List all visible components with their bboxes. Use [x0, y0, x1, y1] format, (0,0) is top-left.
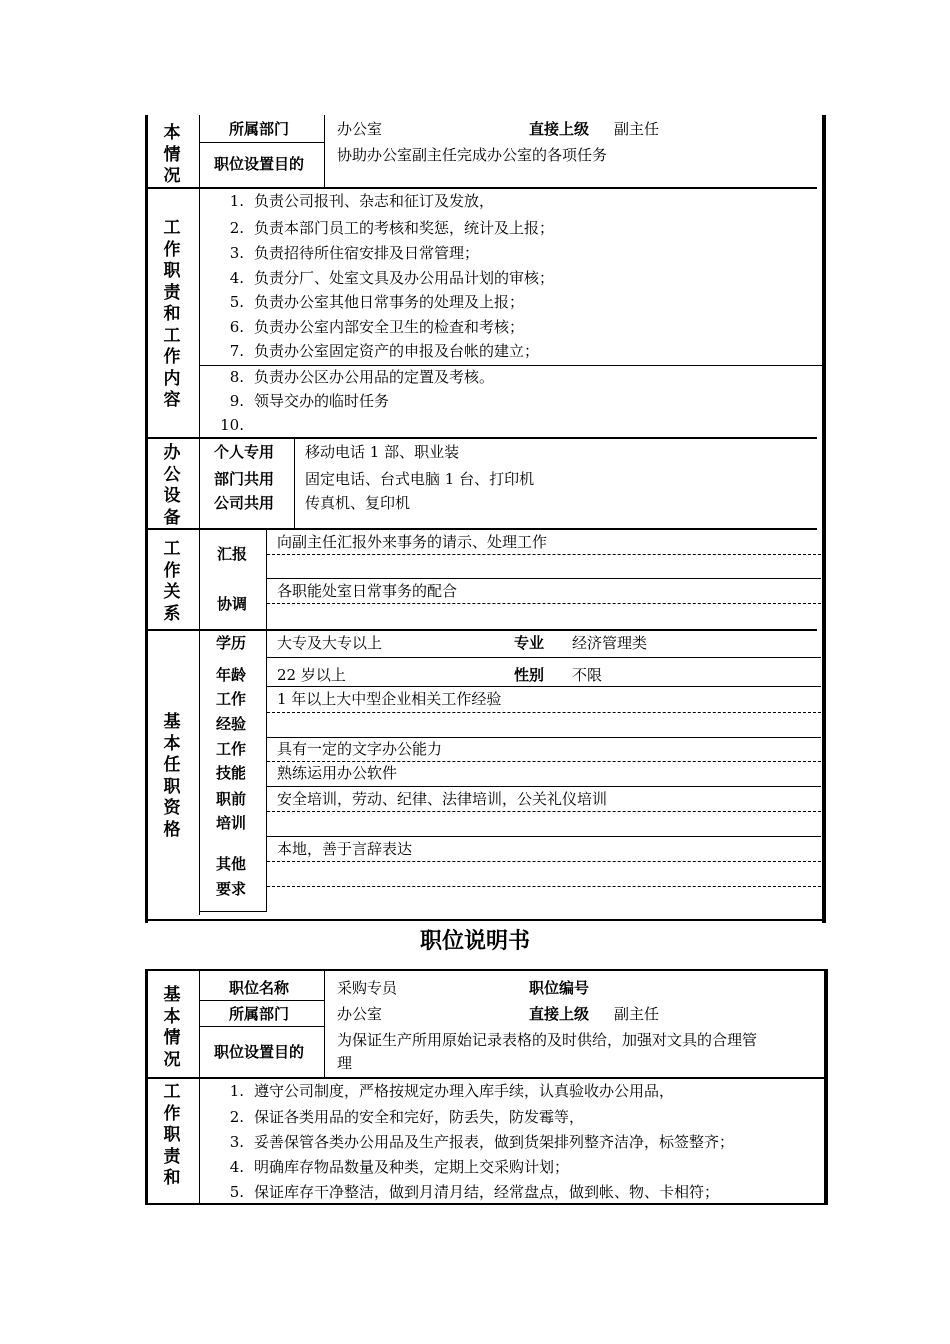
rule [267, 811, 821, 812]
list-text: 负责分厂、处室文具及办公用品计划的审核； [254, 269, 555, 287]
section-label-duties: 工作职责和工作内容 [163, 218, 181, 410]
duty-item [214, 218, 554, 238]
section-label-qualifications: 基本任职资格 [163, 712, 181, 840]
list-text: 负责办公室固定资产的申报及台帐的建立； [254, 342, 540, 360]
rule [200, 911, 267, 912]
equip-label-personal: 个人专用 [214, 443, 275, 461]
equip-value-personal: 移动电话 1 部、职业装 [305, 443, 460, 461]
major-value: 经济管理类 [572, 634, 648, 652]
table-1-left-border [145, 115, 148, 923]
table-1-section-divider [199, 115, 200, 915]
list-number: 5. [229, 293, 244, 311]
t2-purpose-value-1: 为保证生产所用原始记录表格的及时供给，加强对文具的合理管 [337, 1031, 758, 1049]
purpose-value: 协助办公室副主任完成办公室的各项任务 [337, 146, 608, 164]
rule [147, 528, 817, 530]
list-text: 保证库存干净整洁，做到月清月结，经常盘点，做到帐、物、卡相符； [254, 1183, 720, 1201]
t2-superior-label: 直接上级 [529, 1005, 590, 1023]
list-text: 保证各类用品的安全和完好，防丢失，防发霉等， [254, 1108, 585, 1126]
equip-label-dept: 部门共用 [214, 470, 275, 488]
t2-section-label-duties: 工作职责和 [163, 1082, 181, 1188]
rule [147, 629, 817, 631]
skill-value-2: 熟练运用办公软件 [277, 764, 398, 782]
list-number: 4. [229, 269, 244, 287]
other-label-2: 要求 [216, 880, 247, 898]
list-number: 8. [229, 368, 244, 386]
list-number: 9. [229, 392, 244, 410]
edu-label: 学历 [216, 634, 247, 652]
rule [267, 657, 821, 658]
train-label-2: 培训 [216, 814, 247, 832]
rule [267, 761, 821, 762]
other-value: 本地，善于言辞表达 [277, 840, 413, 858]
t2-purpose-label: 职位设置目的 [214, 1043, 305, 1061]
rule [266, 631, 267, 911]
duty-item [214, 341, 539, 361]
equip-value-company: 传真机、复印机 [305, 494, 411, 512]
list-number: 1. [229, 1082, 244, 1100]
rule [266, 530, 267, 629]
t2-dept-label: 所属部门 [229, 1005, 290, 1023]
duty-item [214, 268, 554, 288]
coord-label: 协调 [217, 595, 248, 613]
other-label-1: 其他 [216, 855, 247, 873]
list-number: 4. [229, 1158, 244, 1176]
rule [147, 919, 825, 921]
rule [267, 786, 821, 787]
rule [200, 1000, 324, 1001]
gender-label: 性别 [514, 666, 545, 684]
t2-name-label: 职位名称 [229, 979, 290, 997]
section-label-basic: 本情况 [163, 123, 181, 186]
t2-duty-item [214, 1182, 719, 1202]
table-2-right-border [824, 969, 828, 1205]
list-number: 5. [229, 1183, 244, 1201]
gender-value: 不限 [572, 666, 603, 684]
edu-value: 大专及大专以上 [277, 634, 383, 652]
t2-name-value: 采购专员 [337, 979, 398, 997]
table-1-right-border [822, 115, 826, 923]
equip-label-company: 公司共用 [214, 494, 275, 512]
purpose-label: 职位设置目的 [214, 155, 305, 173]
equip-value-dept: 固定电话、台式电脑 1 台、打印机 [305, 470, 535, 488]
superior-value: 副主任 [614, 120, 660, 138]
age-label: 年龄 [216, 666, 247, 684]
rule [267, 712, 821, 713]
exp-value: 1 年以上大中型企业相关工作经验 [277, 690, 502, 708]
section-label-relations: 工作关系 [163, 539, 181, 624]
list-number: 3. [229, 244, 244, 262]
t2-code-label: 职位编号 [529, 979, 590, 997]
duty-item [214, 317, 524, 337]
skill-label-1: 工作 [216, 740, 247, 758]
skill-label-2: 技能 [216, 764, 247, 782]
t2-duty-item [214, 1081, 674, 1101]
dept-label: 所属部门 [229, 120, 290, 138]
t2-dept-value: 办公室 [337, 1005, 383, 1023]
t2-duty-item [214, 1132, 734, 1152]
table-2-top-border [145, 969, 826, 971]
list-text: 负责办公室其他日常事务的处理及上报； [254, 293, 525, 311]
rule [147, 1203, 828, 1205]
list-number: 2. [229, 1108, 244, 1126]
t2-section-label-basic: 基本情况 [163, 985, 181, 1070]
rule [267, 578, 821, 579]
t2-duty-item [214, 1157, 569, 1177]
rule [147, 1077, 824, 1079]
section-label-equipment: 办公设备 [163, 443, 181, 528]
list-text: 妥善保管各类办公用品及生产报表，做到货架排列整齐洁净，标签整齐； [254, 1133, 735, 1151]
rule [200, 365, 822, 366]
list-number: 6. [229, 318, 244, 336]
exp-label-1: 工作 [216, 690, 247, 708]
t2-purpose-value-2: 理 [337, 1054, 353, 1072]
exp-label-2: 经验 [216, 715, 247, 733]
list-text: 明确库存物品数量及种类，定期上交采购计划； [254, 1158, 570, 1176]
rule [267, 861, 821, 862]
list-text: 负责办公区办公用品的定置及考核。 [254, 368, 495, 386]
rule [200, 142, 324, 143]
rule [294, 439, 295, 528]
train-label-1: 职前 [216, 790, 247, 808]
duty-item [214, 391, 389, 411]
report-value: 向副主任汇报外来事务的请示、处理工作 [277, 533, 548, 551]
coord-value: 各职能处室日常事务的配合 [277, 582, 458, 600]
rule [267, 886, 821, 887]
rule [147, 187, 817, 189]
rule [267, 737, 821, 738]
list-number: 7. [229, 342, 244, 360]
list-text: 遵守公司制度，严格按规定办理入库手续，认真验收办公用品， [254, 1082, 675, 1100]
age-value: 22 岁以上 [277, 666, 346, 684]
list-text: 负责本部门员工的考核和奖惩，统计及上报； [254, 219, 555, 237]
list-text: 负责办公室内部安全卫生的检查和考核； [254, 318, 525, 336]
skill-value-1: 具有一定的文字办公能力 [277, 740, 443, 758]
rule [324, 115, 325, 187]
duty-item [214, 292, 524, 312]
major-label: 专业 [514, 634, 545, 652]
duty-item [214, 243, 479, 263]
list-number: 1. [229, 192, 244, 210]
superior-label: 直接上级 [529, 120, 590, 138]
t2-superior-value: 副主任 [614, 1005, 660, 1023]
rule [267, 836, 821, 837]
table-2-section-divider [199, 969, 200, 1205]
list-text: 领导交办的临时任务 [254, 392, 390, 410]
dept-value: 办公室 [337, 120, 383, 138]
list-number: 3. [229, 1133, 244, 1151]
train-value: 安全培训，劳动、纪律、法律培训，公关礼仪培训 [277, 790, 608, 808]
duty-item [214, 191, 494, 211]
list-number: 10. [220, 416, 244, 434]
duty-item [214, 415, 254, 435]
rule [267, 554, 821, 555]
rule [147, 437, 817, 439]
list-text: 负责招待所住宿安排及日常管理； [254, 244, 480, 262]
table-2-left-border [145, 969, 148, 1205]
document-title: 职位说明书 [419, 929, 530, 954]
rule [200, 1026, 324, 1027]
duty-item [214, 367, 494, 387]
rule [267, 686, 821, 687]
list-number: 2. [229, 219, 244, 237]
rule [267, 603, 821, 604]
t2-duty-item [214, 1107, 584, 1127]
report-label: 汇报 [217, 545, 248, 563]
list-text: 负责公司报刊、杂志和征订及发放， [254, 192, 495, 210]
rule [324, 971, 325, 1077]
